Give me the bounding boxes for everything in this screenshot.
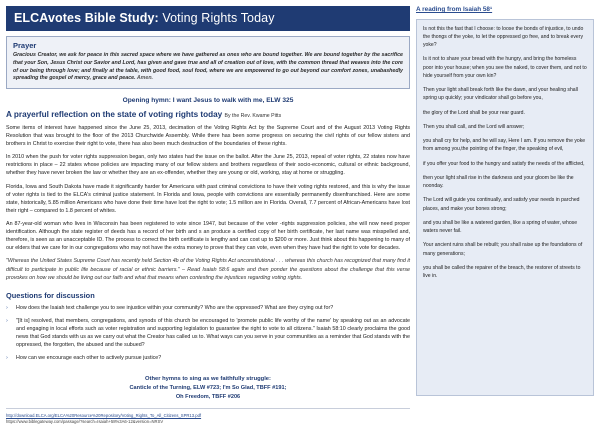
scripture-paragraph: you shall be called the repairer of the breach, the restorer of streets to live in. bbox=[423, 264, 581, 280]
sidebar-scripture-box bbox=[416, 19, 594, 396]
section-byline: By the Rev. Kwame Pitts bbox=[224, 113, 282, 120]
question-text: "[It is] resolved, that members, congregations, and synods of this church be encouraged to 'promote public life worthy of the name' by speaking out as an advocate and engaging in local efforts such as voter registration and supporting legislation to guarantee the right to vote to all citizens." Isaiah 58:10 clearly proclaims the good news that God stands with us as we carry out what the Creator has called us to. What ways can you serve in your communities as a reminder that God stands with the oppressed, the forgotten, the abused and the subued? bbox=[16, 317, 410, 348]
question-text: How does the Isaiah text challenge you to see injustice within your community? Who are the oppressed? What are they crying out for? bbox=[16, 304, 334, 311]
scripture-paragraph: Your ancient ruins shall be rebuilt; you shall raise up the foundations of many generations; bbox=[423, 242, 583, 257]
bullet-icon: › bbox=[6, 354, 8, 361]
body-paragraph-1: Some items of interest have happened since the June 25, 2013, decimation of the Voting Rights Act by the Supreme Court and of the August 2013 Voting Rights Resolution that was brought to the floor of the 2013 Churchwide Assembly. While there has been some progress on securing the civil rights of our fellow sisters and brothers in Christ to exercise their right to vote, there has also been much destruction of the boundaries of these rights. bbox=[6, 124, 410, 148]
questions-heading: Questions for discussion bbox=[6, 290, 95, 300]
prayer-heading: Prayer bbox=[13, 41, 37, 51]
body-paragraph-3: Florida, Iowa and South Dakota have made it significantly harder for Americans with past criminal convictions to have their voting rights restored, and this is why the issue of voter rights is tied to the ELCA's criminal justice statement. In Florida and Iowa, people with convictions are essentially permanently disenfranchised. Here are some state, historically, 5.85 million Americans who have done their time have lost the right to vote; 1.5 million are in Florida. Overall, 7.7 percent of African-Americans have lost their right – compared to 1.8 percent of whites. bbox=[6, 183, 410, 214]
body-paragraph-2: In 2010 when the push for voter rights suppression began, only two states had the issue on the ballot. After the June 25, 2013, repeal of voter rights, 22 states now have restrictions in place – 22 states whose policies are impacting many of our fellow sisters and brothers regardless of their socio-economic, cultural or ethnic background, whether they have never broken the law or whether they are an ex-offender, whether they are young or old, working, stay at home or struggling. bbox=[6, 154, 410, 177]
scripture-paragraph: you shall cry for help, and he will say, Here I am. If you remove the yoke from among you,the pointing of the finger, the speaking of evil, bbox=[423, 138, 586, 153]
scripture-paragraph: Then your light shall break forth like the dawn, and your healing shall spring up quickly; your vindicator shall go before you, bbox=[423, 87, 578, 102]
scripture-paragraph: and you shall be like a watered garden, like a spring of water, whose waters never fail. bbox=[423, 219, 578, 235]
scripture-paragraph: Is it not to share your bread with the hungry, and bring the homeless poor into your house; when you see the naked, to cover them, and not to hide yourself from your own kin? bbox=[423, 56, 587, 79]
scripture-paragraph: the glory of the Lord shall be your rear guard. bbox=[423, 109, 525, 116]
main-content-column bbox=[6, 6, 410, 425]
sidebar-title: A reading from Isaiah 58¹ bbox=[416, 6, 493, 13]
prayer-text bbox=[13, 52, 403, 83]
scripture-paragraph: The Lord will guide you continually, and satisfy your needs in parched places, and make your bones strong; bbox=[423, 197, 580, 212]
footnotes bbox=[6, 408, 410, 426]
section-heading bbox=[6, 110, 410, 120]
list-item bbox=[6, 304, 410, 312]
scripture-paragraph: Is not this the fast that I choose: to loose the bonds of injustice, to undo the thongs of the yoke, to let the oppressed go free, and to break every yoke? bbox=[423, 25, 584, 49]
closing-line-2: Canticle of the Turning, ELW #723; I'm So Glad, TBFF #191; bbox=[129, 385, 287, 392]
bullet-icon: › bbox=[6, 304, 8, 311]
opening-hymn: Opening hymn: I want Jesus to walk with me, ELW 325 bbox=[122, 97, 294, 105]
prayer-box bbox=[6, 36, 410, 89]
closing-line-1: Other hymns to sing as we faithfully struggle: bbox=[145, 375, 271, 382]
footnote-link-1[interactable]: http://download.ELCA.org/ELCA%20Resource%20Repository/Voting_Rights_To_All_Citizens_SPR13.pdf bbox=[6, 413, 202, 418]
sidebar-column bbox=[416, 6, 594, 396]
document-title-bold: ELCAvotes Bible Study: bbox=[14, 11, 159, 25]
body-paragraph-5: "Whereas the United States Supreme Court has recently held Section 4b of the Voting Rights Act unconstitutional . . . whereas this church has recognized that many find it difficult to participate in public life because of racial or ethnic barriers." – Read Isaiah 58:6 again and then ponder the questions about the challenge that this verse provokes on how we should be living out our faith and what that means when contesting the injustices regarding voting rights. bbox=[6, 258, 410, 281]
prayer-amen: Amen. bbox=[136, 75, 154, 82]
question-text: How can we encourage each other to actively pursue justice? bbox=[16, 354, 162, 361]
list-item bbox=[6, 354, 410, 362]
closing-line-3: Oh Freedom, TBFF #206 bbox=[175, 394, 241, 401]
footnote-link-2[interactable]: https://www.biblegateway.com/passage/?search=Isaiah+58%3A6-12&version=NRSV bbox=[6, 419, 164, 425]
scripture-paragraph: Then you shall call, and the Lord will answer; bbox=[423, 123, 525, 130]
questions-list bbox=[6, 304, 410, 367]
closing-hymns-block bbox=[6, 375, 410, 402]
scripture-paragraph: if you offer your food to the hungry and satisfy the needs of the afflicted, bbox=[423, 160, 585, 167]
document-header-banner bbox=[6, 6, 410, 31]
bullet-icon: › bbox=[6, 317, 8, 324]
prayer-body: Gracious Creator, we ask for peace in this sacred space where we have gathered as ones who are bound together. We are bound together by the sacrifice that your Son, Jesus Christ our Savior and Lord, has given and gave true and all of creation out of love, with the common thread that weaves into the core of our being through love; and finally at the table, with good food, soul food, where we are empowered to go out beyond our comfort zones, unabashedly spreading the gospel of mercy, grace and peace. bbox=[13, 52, 403, 82]
scripture-paragraph: then your light shall rise in the darkness and your gloom be like the noonday. bbox=[423, 174, 574, 190]
section-heading-text: A prayerful reflection on the state of voting rights today bbox=[6, 110, 223, 120]
document-title-light: Voting Rights Today bbox=[158, 11, 275, 25]
document-title bbox=[14, 11, 402, 25]
body-paragraph-4: An 87-year-old woman who lives in Wisconsin has been registered to vote since 1947, but because of the voter -rights suppression policies, she will now need proper identification. Although the state register of deeds has a record of her birth and s an produce a certified copy of her birth certificate, her last name was misspelled and, therefore, is seen as an unacceptable ID. The process to correct the birth certificate is lengthy and can cost up to $200 or more. Just think about this happening to many of our elders that we care for in our congregations who may not have the extra money to prove that they can vote, even when they have had the right to vote for decades. bbox=[6, 221, 410, 252]
list-item bbox=[6, 317, 410, 349]
